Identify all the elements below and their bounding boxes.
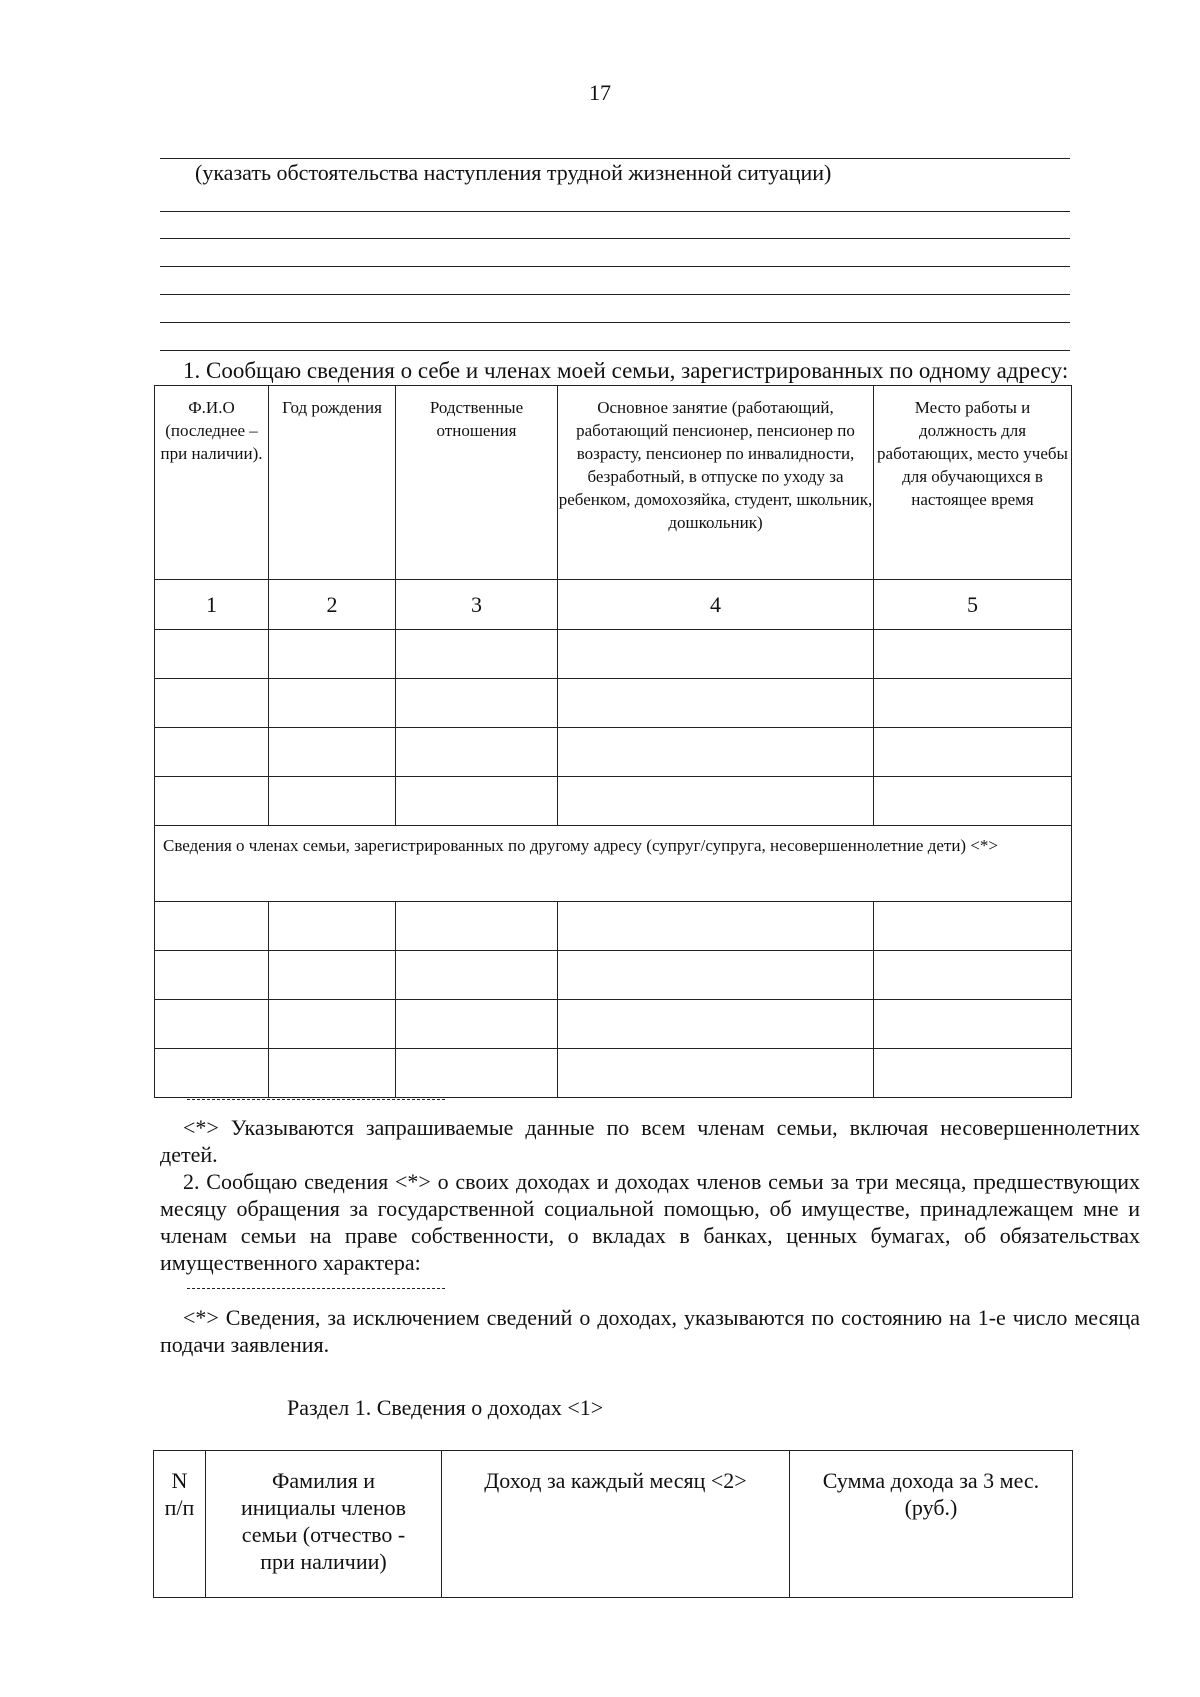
relationship-cell[interactable] xyxy=(396,679,558,728)
section1-heading: 1. Сообщаю сведения о себе и членах моей семьи, зарегистрированных по одному адресу: xyxy=(183,358,1069,383)
occupation-cell[interactable] xyxy=(558,902,874,951)
header-number: N п/п xyxy=(154,1451,206,1598)
column-number-row xyxy=(155,580,1072,630)
fio-cell[interactable] xyxy=(155,679,269,728)
table-row xyxy=(155,630,1072,679)
column-number: 3 xyxy=(396,580,558,630)
fio-cell[interactable] xyxy=(155,728,269,777)
fio-cell[interactable] xyxy=(155,951,269,1000)
blank-line xyxy=(160,350,1070,351)
header-birth-year: Год рождения xyxy=(269,386,396,580)
relationship-cell[interactable] xyxy=(396,951,558,1000)
table-row xyxy=(155,951,1072,1000)
occupation-cell[interactable] xyxy=(558,630,874,679)
birth-year-cell[interactable] xyxy=(269,1000,396,1049)
workplace-cell[interactable] xyxy=(874,902,1072,951)
occupation-cell[interactable] xyxy=(558,679,874,728)
other-address-note: Сведения о членах семьи, зарегистрированных по другому адресу (супруг/супруга, несовершеннолетние дети) <*> xyxy=(155,826,1072,902)
fio-cell[interactable] xyxy=(155,1049,269,1098)
occupation-cell[interactable] xyxy=(558,728,874,777)
column-number: 2 xyxy=(269,580,396,630)
workplace-cell[interactable] xyxy=(874,1000,1072,1049)
other-address-row xyxy=(155,826,1072,902)
birth-year-cell[interactable] xyxy=(269,728,396,777)
relationship-cell[interactable] xyxy=(396,902,558,951)
workplace-cell[interactable] xyxy=(874,1049,1072,1098)
table-header-row xyxy=(154,1451,1073,1598)
blank-line xyxy=(160,158,1070,159)
relationship-cell[interactable] xyxy=(396,1049,558,1098)
footnote2: <*> Сведения, за исключением сведений о доходах, указываются по состоянию на 1-е число месяца подачи заявления. xyxy=(160,1305,1140,1357)
fio-cell[interactable] xyxy=(155,777,269,826)
situation-hint: (указать обстоятельства наступления трудной жизненной ситуации) xyxy=(195,160,832,185)
birth-year-cell[interactable] xyxy=(269,1049,396,1098)
workplace-cell[interactable] xyxy=(874,630,1072,679)
fio-cell[interactable] xyxy=(155,902,269,951)
relationship-cell[interactable] xyxy=(396,630,558,679)
relationship-cell[interactable] xyxy=(396,728,558,777)
table-row xyxy=(155,1000,1072,1049)
fio-cell[interactable] xyxy=(155,1000,269,1049)
birth-year-cell[interactable] xyxy=(269,951,396,1000)
workplace-cell[interactable] xyxy=(874,951,1072,1000)
birth-year-cell[interactable] xyxy=(269,679,396,728)
income-table xyxy=(153,1450,1073,1598)
birth-year-cell[interactable] xyxy=(269,902,396,951)
header-occupation: Основное занятие (работающий, работающий пенсионер, пенсионер по возрасту, пенсионер по инвалидности, безработный, в отпуске по уходу за ребенком, домохозяйка, студент, школьник, дошкольник) xyxy=(558,386,874,580)
blank-line xyxy=(160,322,1070,323)
relationship-cell[interactable] xyxy=(396,777,558,826)
table-row xyxy=(155,777,1072,826)
occupation-cell[interactable] xyxy=(558,1049,874,1098)
footnote1: <*> Указываются запрашиваемые данные по всем членам семьи, включая несовершеннолетних детей. xyxy=(160,1115,1140,1167)
blank-line xyxy=(160,211,1070,212)
header-relationship: Родственные отношения xyxy=(396,386,558,580)
table-row xyxy=(155,1049,1072,1098)
family-members-table xyxy=(154,385,1072,1098)
table-row xyxy=(155,902,1072,951)
blank-line xyxy=(160,294,1070,295)
blank-line xyxy=(160,238,1070,239)
header-workplace: Место работы и должность для работающих, место учебы для обучающихся в настоящее время xyxy=(874,386,1072,580)
header-monthly-income: Доход за каждый месяц <2> xyxy=(442,1451,790,1598)
fio-cell[interactable] xyxy=(155,630,269,679)
blank-line xyxy=(160,266,1070,267)
header-fio: Ф.И.О (последнее – при наличии). xyxy=(155,386,269,580)
income-section-heading: Раздел 1. Сведения о доходах <1> xyxy=(287,1395,604,1420)
occupation-cell[interactable] xyxy=(558,1000,874,1049)
header-member-name: Фамилия и инициалы членов семьи (отчество - при наличии) xyxy=(206,1451,442,1598)
birth-year-cell[interactable] xyxy=(269,777,396,826)
footnote-divider xyxy=(187,1099,445,1100)
footnote-divider xyxy=(187,1288,445,1289)
workplace-cell[interactable] xyxy=(874,728,1072,777)
occupation-cell[interactable] xyxy=(558,777,874,826)
occupation-cell[interactable] xyxy=(558,951,874,1000)
table-header-row xyxy=(155,386,1072,580)
table-row xyxy=(155,679,1072,728)
table-row xyxy=(155,728,1072,777)
column-number: 4 xyxy=(558,580,874,630)
birth-year-cell[interactable] xyxy=(269,630,396,679)
relationship-cell[interactable] xyxy=(396,1000,558,1049)
header-income-sum: Сумма дохода за 3 мес. (руб.) xyxy=(790,1451,1073,1598)
section2-text: 2. Сообщаю сведения <*> о своих доходах и доходах членов семьи за три месяца, предшествующих месяцу обращения за государственной социальной помощью, об имуществе, принадлежащем мне и членам семьи на праве собственности, о вкладах в банках, ценных бумагах, об обязательствах имущественного характера: xyxy=(160,1169,1140,1275)
page-number: 17 xyxy=(589,80,611,105)
column-number: 5 xyxy=(874,580,1072,630)
workplace-cell[interactable] xyxy=(874,777,1072,826)
workplace-cell[interactable] xyxy=(874,679,1072,728)
column-number: 1 xyxy=(155,580,269,630)
